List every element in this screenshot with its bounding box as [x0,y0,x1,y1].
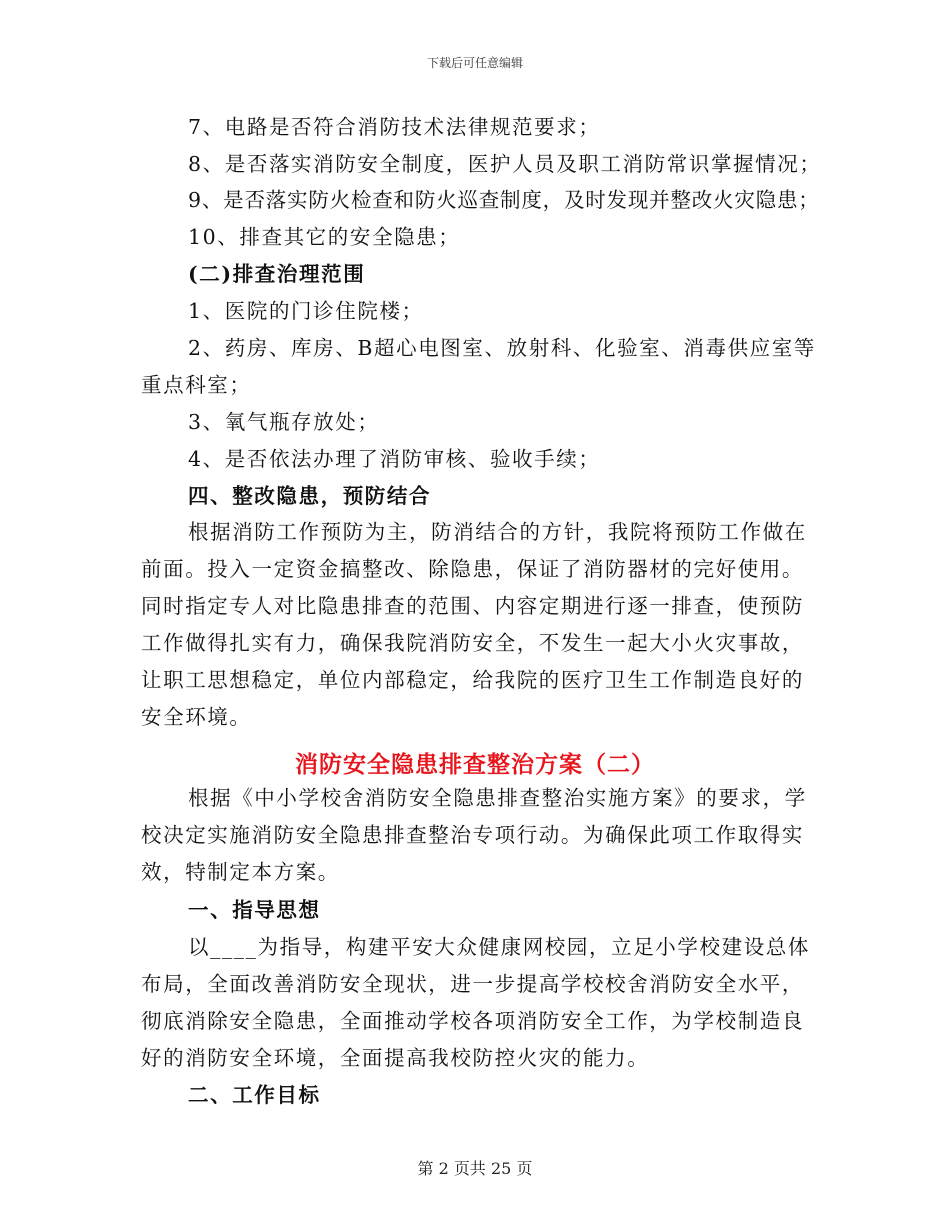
item-7-text: 7、电路是否符合消防技术法律规范要求； [188,115,601,139]
paragraph-line: 根据《中小学校舍消防安全隐患排查整治实施方案》的要求，学 [188,786,807,810]
paragraph-line: 安全环境。 [141,705,252,729]
item-8-text: 8、是否落实消防安全制度，医护人员及职工消防常识掌握情况； [188,152,822,176]
paragraph-line: 好的消防安全环境，全面提高我校防控火灾的能力。 [141,1046,650,1070]
scope-item-2: 2、药房、库房、B超心电图室、放射科、化验室、消毒供应室等 [188,336,817,360]
item-9-text: 9、是否落实防火检查和防火巡查制度，及时发现并整改火灾隐患； [188,188,820,212]
page-number: 第 2 页共 25 页 [417,1159,533,1178]
section-heading-4: 四、整改隐患，预防结合 [188,484,432,508]
paragraph-line: 根据消防工作预防为主，防消结合的方针，我院将预防工作做在 [188,520,807,544]
section-title: 消防安全隐患排查整治方案（二） [295,751,655,778]
scope-item-3: 3、氧气瓶存放处； [188,410,380,434]
paragraph-line: 以____为指导，构建平安大众健康网校园，立足小学校建设总体 [188,935,810,959]
paragraph-line: 校决定实施消防安全隐患排查整治专项行动。为确保此项工作取得实 [141,823,804,847]
scope-item-2-cont: 重点科室； [141,373,252,397]
page-header: 下载后可任意编辑 [426,56,523,70]
item-10-text: 10、排查其它的安全隐患； [188,225,461,249]
section-heading-1: 一、指导思想 [188,898,321,922]
paragraph-line: 同时指定专人对比隐患排查的范围、内容定期进行逐一排查，使预防 [141,594,804,618]
section-heading-2: 二、工作目标 [188,1083,321,1107]
paragraph-line: 彻底消除安全隐患，全面推动学校各项消防安全工作，为学校制造良 [141,1009,804,1033]
scope-item-4: 4、是否依法办理了消防审核、验收手续； [188,447,601,471]
paragraph-line: 效，特制定本方案。 [141,860,340,884]
paragraph-line: 布局，全面改善消防安全现状，进一步提高学校校舍消防安全水平， [141,972,804,996]
paragraph-line: 工作做得扎实有力，确保我院消防安全，不发生一起大小火灾事故， [141,631,804,655]
section-heading-scope: (二)排查治理范围 [188,262,366,286]
paragraph-line: 前面。投入一定资金搞整改、除隐患，保证了消防器材的完好使用。 [141,557,804,581]
paragraph-line: 让职工思想稳定，单位内部稳定，给我院的医疗卫生工作制造良好的 [141,668,804,692]
scope-item-1: 1、医院的门诊住院楼； [188,299,424,323]
